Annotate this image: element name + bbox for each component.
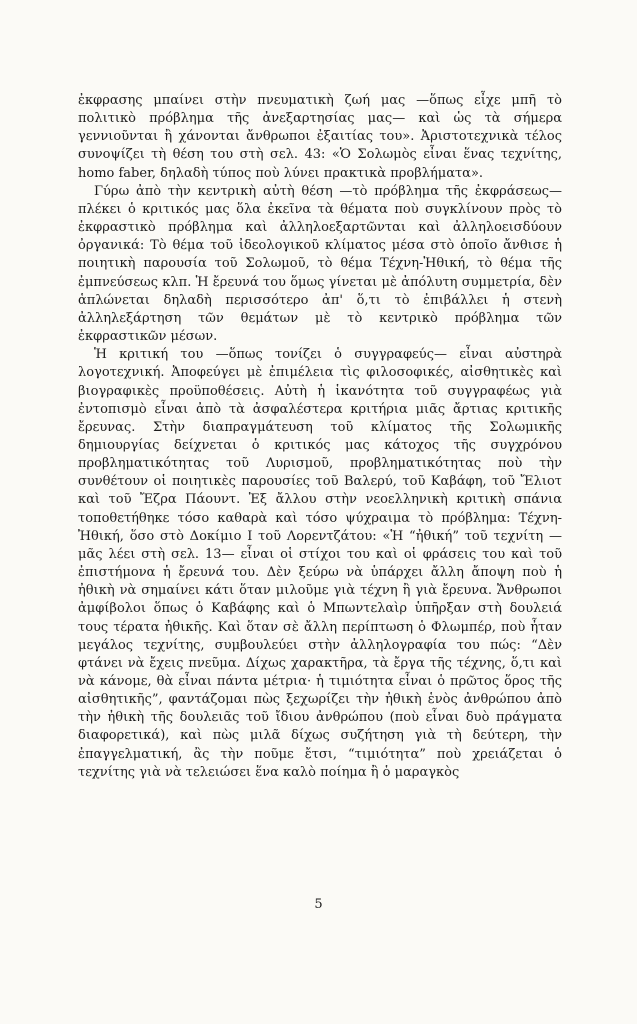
paragraph-1: ἐκφρασης μπαίνει στὴν πνευματικὴ ζωή μας —ὅπως εἶχε μπῆ τὸ πολιτικὸ πρόβλημα τῆς ἀνεξαρτησίας μας— καὶ ὡς τὰ σήμερα γεννιοῦνται ἢ χάνονται ἄνθρωποι ἐξαιτίας του». Ἀριστοτεχνικὰ τέλος συνοψίζει τὴ θέση του στὴ σελ. 43: «Ὁ Σολωμὸς εἶναι ἕνας τεχνίτης, homo faber, δηλαδὴ τύπος ποὺ λύνει πρακτικὰ προβλήματα».: [78, 93, 562, 181]
paragraph-3: Ἡ κριτική του —ὅπως τονίζει ὁ συγγραφεύς— εἶναι αὐστηρὰ λογοτεχνική. Ἀποφεύγει μὲ ἐπιμέλεια τὶς φιλοσοφικές, αἰσθητικὲς καὶ βιογραφικὲς προϋποθέσεις. Αὐτὴ ἡ ἱκανότητα τοῦ συγγραφέως γιὰ ἐντοπισμὸ εἶναι ἀπὸ τὰ ἀσφαλέστερα κριτήρια μιᾶς ἄρτιας κριτικῆς ἔρευνας. Στὴν διαπραγμάτευση τοῦ κλίματος τῆς Σολωμικῆς δημιουργίας δείχνεται ὁ κριτικός μας κάτοχος τῆς συγχρόνου προβληματικότητας τοῦ Λυρισμοῦ, προβληματικότητας ποὺ τὴν συνθέτουν οἱ ποιητικὲς παρουσίες τοῦ Βαλερύ, τοῦ Καβάφη, τοῦ Ἔλιοτ καὶ τοῦ Ἔζρα Πάουντ. Ἐξ ἄλλου στὴν νεοελληνικὴ κριτικὴ σπάνια τοποθετήθηκε τόσο καθαρὰ καὶ τόσο ψύχραιμα τὸ πρόβλημα: Τέχνη-Ἠθική, ὅσο στὸ Δοκίμιο Ι τοῦ Λορεντζάτου: «Ἡ “ἠθική” τοῦ τεχνίτη —μᾶς λέει στὴ σελ. 13— εἶναι οἱ στίχοι του καὶ οἱ φράσεις του καὶ τοῦ ἐπιστήμονα ἡ ἔρευνά του. Δὲν ξεύρω νὰ ὑπάρχει ἄλλη ἄποψη ποὺ ἡ ἠθικὴ νὰ σημαίνει κάτι ὅταν μιλοῦμε γιὰ τέχνη ἢ γιὰ ἔρευνα. Ἄνθρωποι ἀμφίβολοι ὅπως ὁ Καβάφης καὶ ὁ Μπωντελαὶρ ὑπῆρξαν στὴ δουλειά τους τέρατα ἠθικῆς. Καὶ ὅταν σὲ ἄλλη περίπτωση ὁ Φλωμπέρ, ποὺ ἦταν μεγάλος τεχνίτης, συμβουλεύει στὴν ἀλληλογραφία του πώς: “Δὲν φτάνει νὰ ἔχεις πνεῦμα. Δίχως χαρακτῆρα, τὰ ἔργα τῆς τέχνης, ὅ,τι καὶ νὰ κάνομε, θὰ εἶναι πάντα μέτρια· ἡ τιμιότητα εἶναι ὁ πρῶτος ὅρος τῆς αἰσθητικῆς”, φαντάζομαι πὼς ξεχωρίζει τὴν ἠθικὴ ἑνὸς ἀνθρώπου ἀπὸ τὴν ἠθικὴ τῆς δουλειᾶς τοῦ ἴδιου ἀνθρώπου (ποὺ εἶναι δυὸ πράγματα διαφορετικά), καὶ πὼς μιλᾶ δίχως συζήτηση γιὰ τὴ δεύτερη, τὴν ἐπαγγελματική, ἂς τὴν ποῦμε ἔτσι, “τιμιότητα” ποὺ χρειάζεται ὁ τεχνίτης γιὰ νὰ τελειώσει ἕνα καλὸ ποίημα ἢ ὁ μαραγκὸς: [78, 347, 562, 780]
page-number: 5: [314, 897, 323, 912]
paragraph-2: Γύρω ἀπὸ τὴν κεντρικὴ αὐτὴ θέση —τὸ πρόβλημα τῆς ἐκφράσεως— πλέκει ὁ κριτικός μας ὅλα ἐκεῖνα τὰ θέματα ποὺ συγκλίνουν πρὸς τὸ ἐκφραστικὸ πρόβλημα καὶ ἀλληλοεξαρτῶνται καὶ ἀλληλοεισδύουν ὀργανικά: Τὸ θέμα τοῦ ἰδεολογικοῦ κλίματος μέσα στὸ ὁποῖο ἄνθισε ἡ ποιητικὴ παρουσία τοῦ Σολωμοῦ, τὸ θέμα Τέχνη-Ἠθική, τὸ θέμα τῆς ἐμπνεύσεως κλπ. Ἡ ἔρευνά του ὅμως γίνεται μὲ ἀπόλυτη συμμετρία, δὲν ἁπλώνεται δηλαδὴ περισσότερο ἀπ' ὅ,τι τὸ ἐπιβάλλει ἡ στενὴ ἀλληλεξάρτηση τῶν θεμάτων μὲ τὸ κεντρικὸ πρόβλημα τῶν ἐκφραστικῶν μέσων.: [78, 183, 562, 345]
body-text: [78, 92, 562, 782]
